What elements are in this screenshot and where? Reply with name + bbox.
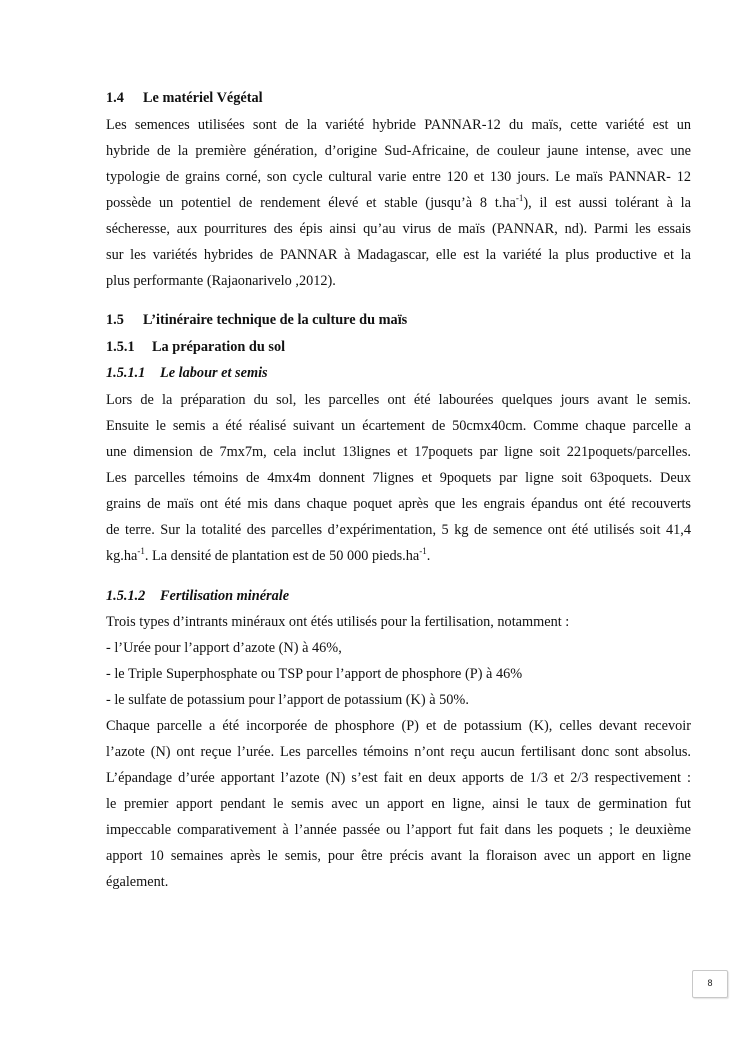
text-line: Trois types d’intrants minéraux ont étés utilisés pour la fertilisation, notamment : bbox=[106, 614, 570, 630]
section-number: 1.5.1.1 bbox=[106, 365, 146, 381]
paragraph-materiel-vegetal bbox=[106, 116, 691, 298]
text-line bbox=[106, 547, 691, 573]
list-item: - le sulfate de potassium pour l’apport de potassium (K) à 50%. bbox=[106, 692, 469, 708]
section-heading-1-5-1 bbox=[106, 338, 286, 356]
page-number: 8 bbox=[707, 978, 713, 988]
text-line: Chaque parcelle a été incorporée de phosphore (P) et de potassium (K), celles devant recevoir bbox=[106, 718, 691, 734]
page-number-box bbox=[692, 970, 728, 998]
paragraph-labour-semis bbox=[106, 391, 691, 573]
text-line: typologie de grains corné, son cycle cultural varie entre 120 et 130 jours. Le maïs PANNAR- 12 bbox=[106, 169, 691, 185]
text-line: grains de maïs ont été mis dans chaque poquet après que les engrais épandus ont été recouverts bbox=[106, 496, 691, 512]
text-line: hybride de la première génération, d’origine Sud-Africaine, de couleur jaune intense, avec une bbox=[106, 143, 691, 159]
section-title: Fertilisation minérale bbox=[160, 588, 290, 604]
text-line: Les semences utilisées sont de la variété hybride PANNAR-12 du maïs, cette variété est un bbox=[106, 117, 691, 133]
text-line: également. bbox=[106, 874, 169, 890]
text-line: plus performante (Rajaonarivelo ,2012). bbox=[106, 273, 336, 289]
section-title: Le matériel Végétal bbox=[143, 90, 263, 106]
section-number: 1.5 bbox=[106, 312, 124, 328]
section-heading-1-5-1-2 bbox=[106, 587, 290, 605]
text-line: impeccable comparativement à l’année passée ou l’apport fut fait dans les poquets ; le deuxième bbox=[106, 822, 691, 838]
text-run: ), il est aussi tolérant à la bbox=[523, 195, 691, 211]
section-heading-1-4 bbox=[106, 89, 263, 107]
section-number: 1.5.1.2 bbox=[106, 588, 146, 604]
section-heading-1-5-1-1 bbox=[106, 364, 268, 382]
text-line: Lors de la préparation du sol, les parcelles ont été labourées quelques jours avant le semis. bbox=[106, 392, 691, 408]
text-line: sur les variétés hybrides de PANNAR à Madagascar, elle est la variété la plus productive et la bbox=[106, 247, 691, 263]
text-line: Les parcelles témoins de 4mx4m donnent 7lignes et 9poquets par ligne soit 63poquets. Deux bbox=[106, 470, 691, 486]
superscript: -1 bbox=[137, 546, 145, 556]
superscript: -1 bbox=[419, 546, 427, 556]
text-run: . La densité de plantation est de 50 000 pieds.ha bbox=[144, 548, 420, 564]
text-line: l’azote (N) ont reçue l’urée. Les parcelles témoins n’ont reçu aucun fertilisant donc sont absolus. bbox=[106, 744, 691, 760]
section-heading-1-5 bbox=[106, 311, 408, 329]
section-number: 1.4 bbox=[106, 90, 124, 106]
text-line: le premier apport pendant le semis avec un apport en ligne, ainsi le taux de germination fut bbox=[106, 796, 691, 812]
text-line: de terre. Sur la totalité des parcelles d’expérimentation, 5 kg de semence ont été utilisés soit 41,4 bbox=[106, 522, 691, 538]
text-run: possède un potentiel de rendement élevé et stable (jusqu’à 8 t.ha bbox=[106, 195, 516, 211]
section-title: L’itinéraire technique de la culture du maïs bbox=[143, 312, 408, 328]
section-number: 1.5.1 bbox=[106, 339, 135, 355]
text-line: L’épandage d’urée apportant l’azote (N) s’est fait en deux apports de 1/3 et 2/3 respectivement : bbox=[106, 770, 691, 786]
text-line: apport 10 semaines après le semis, pour être précis avant la floraison avec un apport en ligne bbox=[106, 848, 691, 864]
text-line: sécheresse, aux pourritures des épis ainsi qu’au virus de maïs (PANNAR, nd). Parmi les essais bbox=[106, 221, 691, 237]
text-run: kg.ha bbox=[106, 548, 138, 564]
list-item: - l’Urée pour l’apport d’azote (N) à 46%, bbox=[106, 640, 342, 656]
section-title: Le labour et semis bbox=[160, 365, 268, 381]
text-line bbox=[106, 194, 691, 220]
text-run: . bbox=[426, 548, 431, 564]
paragraph-fertilisation bbox=[106, 613, 691, 899]
text-line: Ensuite le semis a été réalisé suivant un écartement de 50cmx40cm. Comme chaque parcelle a bbox=[106, 418, 691, 434]
superscript: -1 bbox=[515, 193, 524, 203]
list-item: - le Triple Superphosphate ou TSP pour l’apport de phosphore (P) à 46% bbox=[106, 666, 523, 682]
section-title: La préparation du sol bbox=[152, 339, 286, 355]
text-line: une dimension de 7mx7m, cela inclut 13lignes et 17poquets par ligne soit 221poquets/parcelles. bbox=[106, 444, 691, 460]
